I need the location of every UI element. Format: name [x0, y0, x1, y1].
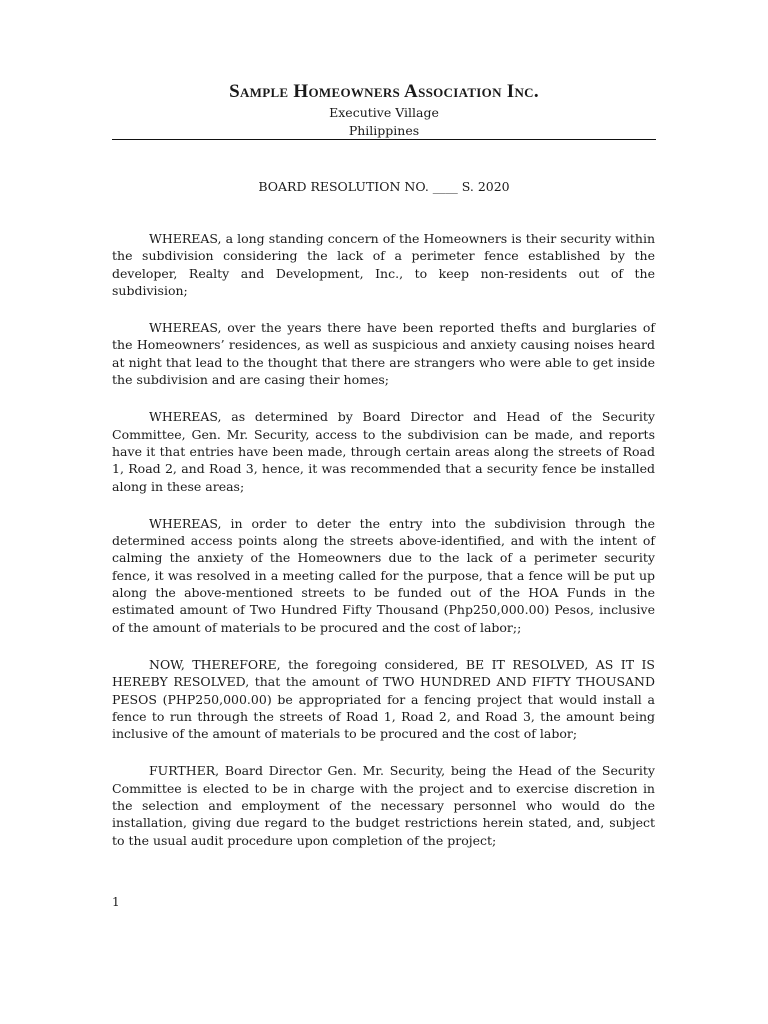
- village-name: Executive Village: [329, 105, 439, 120]
- whereas-paragraph-4: WHEREAS, in order to deter the entry into the subdivision through the determined access points along the streets above-identified, and with the intent of calming the anxiety of the Homeowners due to the lack of a perimeter security fence, it was resolved in a meeting called for the purpose, that a fence will be put up along the above-mentioned streets to be funded out of the HOA Funds in the estimated amount of Two Hundred Fifty Thousand (Php250,000.00) Pesos, inclusive of the amount of materials to be procured and the cost of labor;;: [112, 515, 655, 635]
- whereas-paragraph-1: WHEREAS, a long standing concern of the Homeowners is their security within the subdivision considering the lack of a perimeter fence established by the developer, Realty and Development, Inc., to keep non-residents out of the subdivision;: [112, 231, 655, 298]
- resolved-paragraph: NOW, THEREFORE, the foregoing considered, BE IT RESOLVED, AS IT IS HEREBY RESOLVED, that the amount of TWO HUNDRED AND FIFTY THOUSAND PESOS (PHP250,000.00) be appropriated for a fencing project that would install a fence to run through the streets of Road 1, Road 2, and Road 3, the amount being inclusive of the amount of materials to be procured and the cost of labor;: [112, 656, 655, 742]
- whereas-paragraph-3: WHEREAS, as determined by Board Director and Head of the Security Committee, Gen. Mr. Security, access to the subdivision can be made, and reports have it that entries have been made, through certain areas along the streets of Road 1, Road 2, and Road 3, hence, it was recommended that a security fence be installed along in these areas;: [112, 409, 655, 494]
- whereas-paragraph-2: WHEREAS, over the years there have been reported thefts and burglaries of the Homeowners’ residences, as well as suspicious and anxiety causing noises heard at night that lead to the thought that there are strangers who were able to get inside the subdivision and are casing their homes;: [112, 320, 655, 388]
- resolution-title: BOARD RESOLUTION NO. ____ S. 2020: [258, 179, 510, 194]
- letterhead-divider: [112, 139, 656, 140]
- letterhead: [112, 80, 656, 140]
- page-number: 1: [112, 895, 120, 909]
- resolution-body: [112, 230, 655, 869]
- further-paragraph: FURTHER, Board Director Gen. Mr. Security, being the Head of the Security Committee is elected to be in charge with the project and to exercise discretion in the selection and employment of the necessary personnel who would do the installation, giving due regard to the budget restrictions herein stated, and, subject to the usual audit procedure upon completion of the project;: [112, 763, 655, 848]
- organization-name: Sample Homeowners Association Inc.: [229, 81, 539, 102]
- country-name: Philippines: [348, 123, 420, 138]
